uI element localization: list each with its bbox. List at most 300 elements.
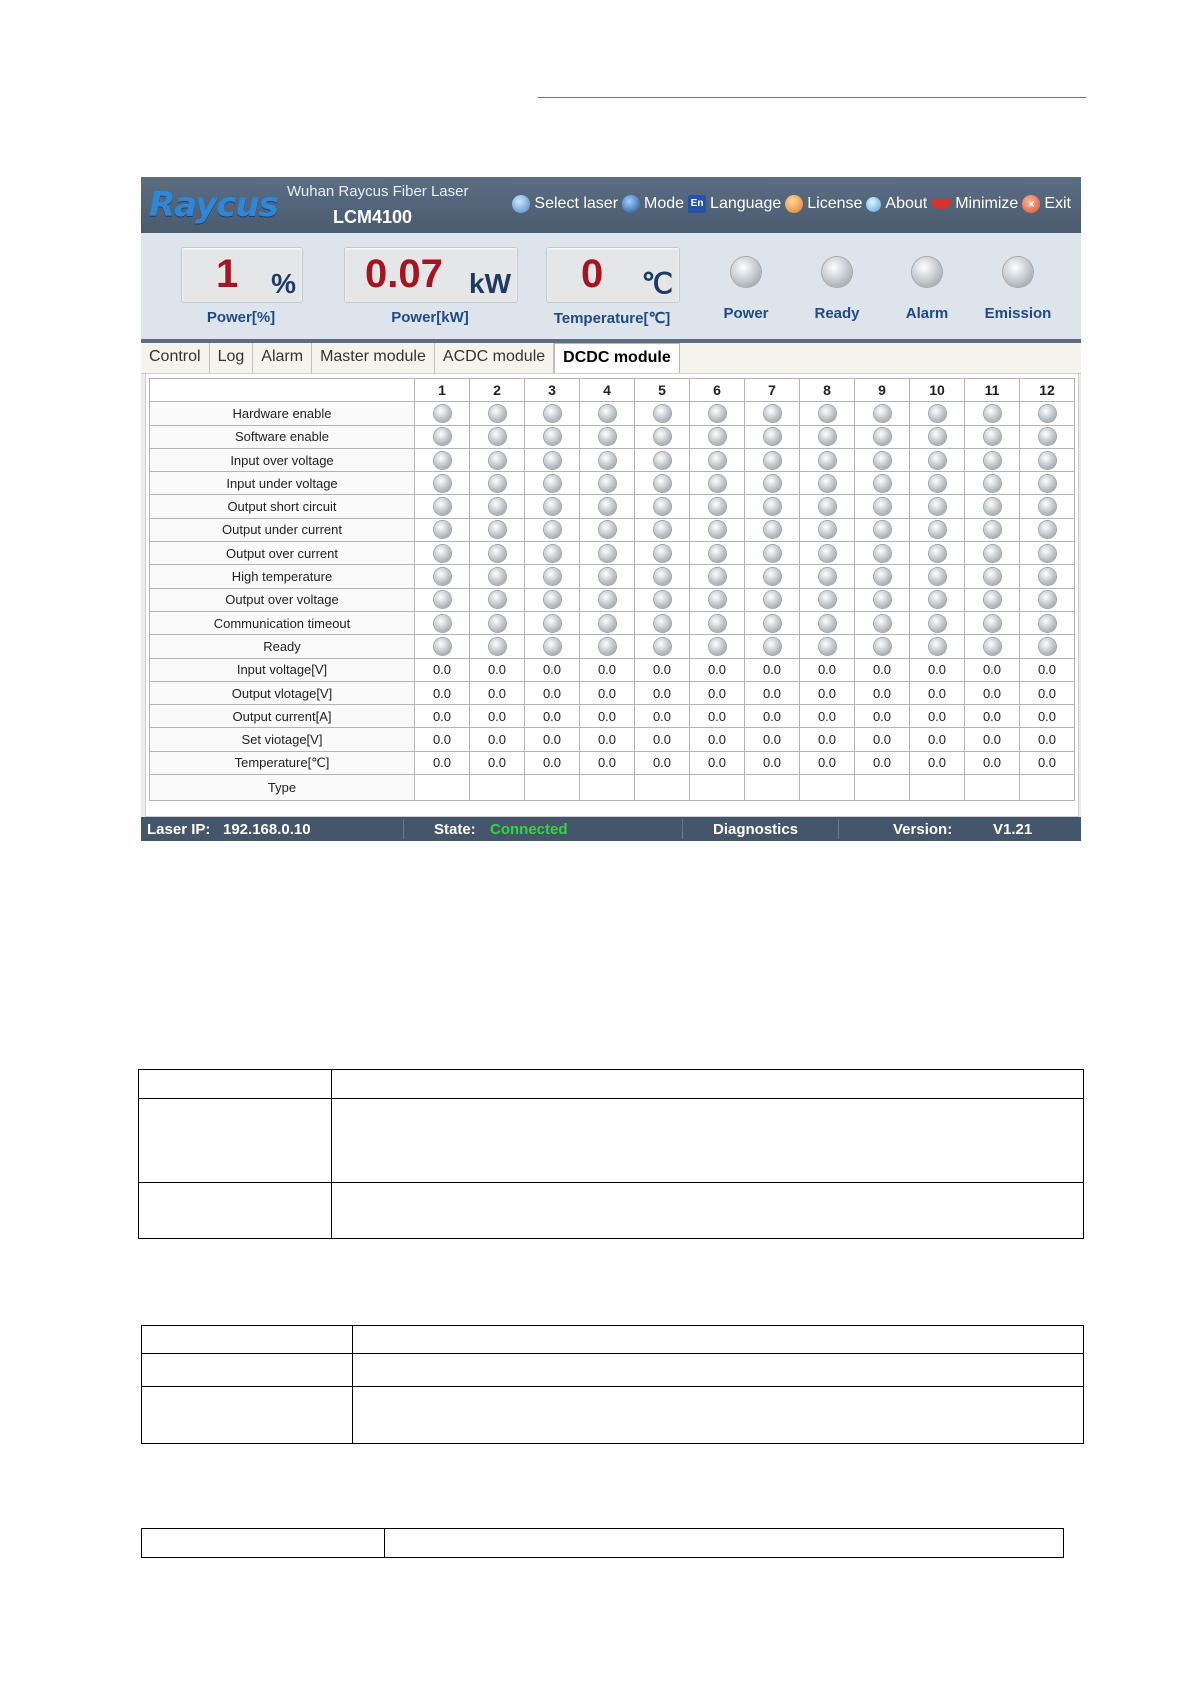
status-cell bbox=[690, 402, 745, 425]
status-cell bbox=[965, 542, 1020, 565]
status-cell bbox=[745, 448, 800, 471]
status-led-icon bbox=[819, 428, 836, 445]
status-cell bbox=[470, 542, 525, 565]
status-cell bbox=[910, 472, 965, 495]
status-cell bbox=[745, 472, 800, 495]
status-led-icon bbox=[599, 568, 616, 585]
status-cell bbox=[800, 448, 855, 471]
status-led-icon bbox=[434, 452, 451, 469]
status-led-icon bbox=[489, 545, 506, 562]
value-cell: 0.0 bbox=[690, 658, 745, 681]
status-led-icon bbox=[764, 498, 781, 515]
status-cell bbox=[580, 402, 635, 425]
type-cell bbox=[580, 775, 635, 801]
status-led-icon bbox=[929, 405, 946, 422]
status-led-icon bbox=[434, 498, 451, 515]
power-indicator-icon bbox=[731, 257, 761, 287]
table-divider bbox=[352, 1326, 353, 1443]
status-led-icon bbox=[544, 475, 561, 492]
status-led-icon bbox=[489, 498, 506, 515]
table-row bbox=[150, 495, 1075, 518]
status-cell bbox=[635, 425, 690, 448]
status-led-icon bbox=[654, 475, 671, 492]
type-cell bbox=[635, 775, 690, 801]
status-led-icon bbox=[764, 405, 781, 422]
status-cell bbox=[635, 448, 690, 471]
menu-minimize[interactable] bbox=[931, 195, 1018, 213]
power-percent-label: Power[%] bbox=[206, 309, 276, 326]
tab-control[interactable]: Control bbox=[141, 343, 210, 373]
status-led-icon bbox=[819, 521, 836, 538]
status-cell bbox=[745, 611, 800, 634]
row-label: Ready bbox=[150, 635, 415, 658]
status-led-icon bbox=[434, 405, 451, 422]
value-cell: 0.0 bbox=[635, 728, 690, 751]
version-label: Version: bbox=[893, 821, 953, 838]
status-cell bbox=[690, 611, 745, 634]
status-led-icon bbox=[984, 638, 1001, 655]
status-cell bbox=[635, 542, 690, 565]
status-cell bbox=[855, 472, 910, 495]
status-led-icon bbox=[654, 521, 671, 538]
value-cell: 0.0 bbox=[965, 705, 1020, 728]
module-column-header: 4 bbox=[580, 379, 635, 402]
row-label: Software enable bbox=[150, 425, 415, 448]
status-cell bbox=[745, 425, 800, 448]
table-divider bbox=[142, 1386, 1083, 1387]
value-cell: 0.0 bbox=[1020, 705, 1075, 728]
status-cell bbox=[1020, 425, 1075, 448]
menu-label: Mode bbox=[644, 195, 685, 212]
status-led-icon bbox=[544, 638, 561, 655]
status-led-icon bbox=[599, 615, 616, 632]
status-led-icon bbox=[764, 568, 781, 585]
status-cell bbox=[745, 542, 800, 565]
status-cell bbox=[580, 588, 635, 611]
tab-master-module[interactable]: Master module bbox=[312, 343, 435, 373]
status-cell bbox=[855, 565, 910, 588]
empty-table-1 bbox=[138, 1069, 1084, 1239]
table-row bbox=[150, 705, 1075, 728]
value-cell: 0.0 bbox=[910, 728, 965, 751]
status-led-icon bbox=[819, 638, 836, 655]
value-cell: 0.0 bbox=[415, 658, 470, 681]
table-row bbox=[150, 728, 1075, 751]
value-cell: 0.0 bbox=[855, 681, 910, 704]
status-cell bbox=[690, 518, 745, 541]
table-row bbox=[150, 635, 1075, 658]
row-label: Set viotage[V] bbox=[150, 728, 415, 751]
temperature-label: Temperature[℃] bbox=[553, 310, 671, 327]
value-cell: 0.0 bbox=[580, 728, 635, 751]
laser-ip-label: Laser IP: bbox=[147, 821, 211, 838]
status-cell bbox=[965, 425, 1020, 448]
value-cell: 0.0 bbox=[470, 728, 525, 751]
statusbar-divider bbox=[403, 819, 404, 839]
status-cell bbox=[855, 611, 910, 634]
status-led-icon bbox=[819, 591, 836, 608]
state-label: State: bbox=[434, 821, 476, 838]
status-led-icon bbox=[984, 521, 1001, 538]
row-label: Hardware enable bbox=[150, 402, 415, 425]
menu-license[interactable] bbox=[785, 195, 862, 213]
status-led-icon bbox=[1039, 405, 1056, 422]
menu-about[interactable] bbox=[866, 195, 927, 213]
status-led-icon bbox=[654, 428, 671, 445]
grid-header-row bbox=[150, 379, 1075, 402]
status-cell bbox=[580, 448, 635, 471]
status-cell bbox=[690, 425, 745, 448]
status-led-icon bbox=[489, 638, 506, 655]
status-cell bbox=[525, 472, 580, 495]
status-cell bbox=[470, 588, 525, 611]
tab-alarm[interactable]: Alarm bbox=[253, 343, 312, 373]
status-led-icon bbox=[874, 498, 891, 515]
status-cell bbox=[635, 588, 690, 611]
statusbar-divider bbox=[838, 819, 839, 839]
status-led-icon bbox=[984, 568, 1001, 585]
status-led-icon bbox=[434, 615, 451, 632]
value-cell: 0.0 bbox=[1020, 658, 1075, 681]
power-kw-label: Power[kW] bbox=[391, 309, 469, 326]
status-led-icon bbox=[654, 498, 671, 515]
value-cell: 0.0 bbox=[910, 705, 965, 728]
row-label: Input under voltage bbox=[150, 472, 415, 495]
status-led-icon bbox=[1039, 475, 1056, 492]
status-led-icon bbox=[929, 638, 946, 655]
value-cell: 0.0 bbox=[635, 681, 690, 704]
table-row bbox=[150, 681, 1075, 704]
value-cell: 0.0 bbox=[690, 728, 745, 751]
status-led-icon bbox=[1039, 428, 1056, 445]
status-led-icon bbox=[764, 638, 781, 655]
module-column-header: 12 bbox=[1020, 379, 1075, 402]
status-led-icon bbox=[544, 452, 561, 469]
status-cell bbox=[910, 565, 965, 588]
row-label: Input voltage[V] bbox=[150, 658, 415, 681]
status-cell bbox=[415, 402, 470, 425]
row-label: High temperature bbox=[150, 565, 415, 588]
status-cell bbox=[1020, 495, 1075, 518]
module-column-header: 5 bbox=[635, 379, 690, 402]
status-cell bbox=[690, 542, 745, 565]
grid-corner-cell bbox=[150, 379, 415, 402]
status-cell bbox=[910, 611, 965, 634]
module-column-header: 11 bbox=[965, 379, 1020, 402]
table-divider bbox=[142, 1353, 1083, 1354]
value-cell: 0.0 bbox=[910, 751, 965, 774]
status-led-icon bbox=[489, 521, 506, 538]
state-value: Connected bbox=[490, 821, 568, 838]
value-cell: 0.0 bbox=[690, 705, 745, 728]
header-rule bbox=[538, 97, 1086, 98]
status-cell bbox=[470, 425, 525, 448]
license-icon bbox=[785, 195, 803, 213]
status-led-icon bbox=[544, 568, 561, 585]
status-cell bbox=[910, 518, 965, 541]
status-cell bbox=[690, 565, 745, 588]
status-cell bbox=[470, 565, 525, 588]
status-cell bbox=[800, 402, 855, 425]
status-led-icon bbox=[984, 452, 1001, 469]
table-row bbox=[150, 565, 1075, 588]
status-led-icon bbox=[874, 638, 891, 655]
status-cell bbox=[1020, 518, 1075, 541]
tab-acdc-module[interactable]: ACDC module bbox=[435, 343, 554, 373]
status-led-icon bbox=[819, 475, 836, 492]
status-cell bbox=[690, 448, 745, 471]
status-cell bbox=[910, 448, 965, 471]
status-led-icon bbox=[544, 498, 561, 515]
status-cell bbox=[470, 472, 525, 495]
empty-table-2 bbox=[141, 1325, 1084, 1444]
menu-exit[interactable] bbox=[1022, 195, 1071, 213]
status-led-icon bbox=[984, 475, 1001, 492]
table-row bbox=[150, 402, 1075, 425]
value-cell: 0.0 bbox=[1020, 751, 1075, 774]
status-cell bbox=[855, 635, 910, 658]
type-cell bbox=[965, 775, 1020, 801]
status-led-icon bbox=[599, 638, 616, 655]
status-led-icon bbox=[1039, 638, 1056, 655]
laser-ip-value: 192.168.0.10 bbox=[223, 821, 311, 838]
type-cell bbox=[745, 775, 800, 801]
diagnostics-link[interactable]: Diagnostics bbox=[713, 821, 799, 838]
status-led-icon bbox=[984, 615, 1001, 632]
power-kw-unit: kW bbox=[469, 268, 511, 299]
status-led-icon bbox=[489, 615, 506, 632]
status-cell bbox=[1020, 472, 1075, 495]
power-percent-value: 1 bbox=[216, 252, 239, 296]
status-panel bbox=[141, 233, 1081, 343]
status-cell bbox=[910, 425, 965, 448]
module-column-header: 2 bbox=[470, 379, 525, 402]
status-cell bbox=[580, 425, 635, 448]
status-led-icon bbox=[544, 428, 561, 445]
status-cell bbox=[470, 448, 525, 471]
status-led-icon bbox=[709, 615, 726, 632]
table-divider bbox=[331, 1070, 332, 1238]
mode-icon bbox=[622, 195, 640, 213]
status-cell bbox=[1020, 611, 1075, 634]
temperature-unit: ℃ bbox=[641, 268, 673, 299]
table-divider bbox=[139, 1182, 1083, 1183]
status-led-icon bbox=[1039, 591, 1056, 608]
status-cell bbox=[580, 495, 635, 518]
status-led-icon bbox=[544, 405, 561, 422]
status-cell bbox=[690, 495, 745, 518]
value-cell: 0.0 bbox=[470, 751, 525, 774]
status-led-icon bbox=[709, 591, 726, 608]
status-cell bbox=[800, 565, 855, 588]
table-divider bbox=[139, 1098, 1083, 1099]
status-led-icon bbox=[929, 545, 946, 562]
status-cell bbox=[1020, 448, 1075, 471]
status-cell bbox=[525, 425, 580, 448]
status-cell bbox=[580, 611, 635, 634]
status-led-icon bbox=[709, 475, 726, 492]
value-cell: 0.0 bbox=[525, 751, 580, 774]
status-cell bbox=[965, 565, 1020, 588]
ready-indicator-icon bbox=[822, 257, 852, 287]
status-cell bbox=[855, 518, 910, 541]
menu-select-laser[interactable] bbox=[512, 195, 618, 213]
status-cell bbox=[800, 635, 855, 658]
status-led-icon bbox=[1039, 498, 1056, 515]
status-cell bbox=[745, 588, 800, 611]
status-cell bbox=[910, 635, 965, 658]
status-cell bbox=[745, 635, 800, 658]
status-led-icon bbox=[434, 428, 451, 445]
value-cell: 0.0 bbox=[800, 658, 855, 681]
status-led-icon bbox=[929, 475, 946, 492]
status-led-icon bbox=[599, 428, 616, 445]
row-label: Output short circuit bbox=[150, 495, 415, 518]
status-led-icon bbox=[599, 498, 616, 515]
menu-label: Exit bbox=[1044, 195, 1071, 212]
value-cell: 0.0 bbox=[470, 705, 525, 728]
status-led-icon bbox=[874, 568, 891, 585]
status-cell bbox=[580, 635, 635, 658]
module-column-header: 3 bbox=[525, 379, 580, 402]
status-cell bbox=[415, 518, 470, 541]
tab-dcdc-module[interactable]: DCDC module bbox=[554, 343, 680, 374]
status-cell bbox=[965, 635, 1020, 658]
status-cell bbox=[525, 611, 580, 634]
table-row bbox=[150, 448, 1075, 471]
status-cell bbox=[415, 542, 470, 565]
status-led-icon bbox=[654, 452, 671, 469]
status-led-icon bbox=[874, 615, 891, 632]
status-cell bbox=[415, 472, 470, 495]
status-cell bbox=[745, 565, 800, 588]
status-led-icon bbox=[819, 568, 836, 585]
value-cell: 0.0 bbox=[470, 681, 525, 704]
status-led-icon bbox=[929, 615, 946, 632]
status-cell bbox=[525, 565, 580, 588]
value-cell: 0.0 bbox=[745, 658, 800, 681]
status-cell bbox=[470, 611, 525, 634]
row-label: Output under current bbox=[150, 518, 415, 541]
value-cell: 0.0 bbox=[635, 705, 690, 728]
type-cell bbox=[690, 775, 745, 801]
status-cell bbox=[635, 635, 690, 658]
status-cell bbox=[910, 402, 965, 425]
status-led-icon bbox=[929, 568, 946, 585]
status-led-icon bbox=[929, 498, 946, 515]
alarm-indicator-icon bbox=[912, 257, 942, 287]
status-led-icon bbox=[874, 521, 891, 538]
status-cell bbox=[525, 542, 580, 565]
power-percent-readout bbox=[181, 247, 303, 303]
status-cell bbox=[800, 495, 855, 518]
status-led-icon bbox=[489, 428, 506, 445]
value-cell: 0.0 bbox=[800, 751, 855, 774]
status-cell bbox=[965, 472, 1020, 495]
dcdc-status-table bbox=[149, 378, 1075, 801]
status-cell bbox=[910, 588, 965, 611]
status-led-icon bbox=[1039, 452, 1056, 469]
status-cell bbox=[415, 611, 470, 634]
type-cell bbox=[910, 775, 965, 801]
status-led-icon bbox=[434, 521, 451, 538]
status-cell bbox=[800, 588, 855, 611]
value-cell: 0.0 bbox=[690, 681, 745, 704]
top-menu bbox=[512, 195, 1071, 213]
menu-language[interactable] bbox=[688, 195, 781, 213]
value-cell: 0.0 bbox=[1020, 681, 1075, 704]
status-cell bbox=[635, 402, 690, 425]
table-row bbox=[150, 775, 1075, 801]
status-cell bbox=[965, 448, 1020, 471]
status-cell bbox=[525, 518, 580, 541]
status-led-icon bbox=[544, 591, 561, 608]
version-value: V1.21 bbox=[993, 821, 1033, 838]
status-led-icon bbox=[599, 475, 616, 492]
menu-mode[interactable] bbox=[622, 195, 684, 213]
value-cell: 0.0 bbox=[690, 751, 745, 774]
power-indicator-label: Power bbox=[723, 305, 769, 322]
status-cell bbox=[965, 402, 1020, 425]
status-led-icon bbox=[654, 568, 671, 585]
value-cell: 0.0 bbox=[745, 728, 800, 751]
tab-log[interactable]: Log bbox=[210, 343, 254, 373]
value-cell: 0.0 bbox=[745, 705, 800, 728]
status-led-icon bbox=[764, 615, 781, 632]
status-led-icon bbox=[489, 591, 506, 608]
select-laser-icon bbox=[512, 195, 530, 213]
type-cell bbox=[800, 775, 855, 801]
value-cell: 0.0 bbox=[525, 705, 580, 728]
status-led-icon bbox=[489, 405, 506, 422]
status-cell bbox=[1020, 565, 1075, 588]
status-cell bbox=[855, 425, 910, 448]
row-label: Communication timeout bbox=[150, 611, 415, 634]
status-led-icon bbox=[544, 615, 561, 632]
module-column-header: 7 bbox=[745, 379, 800, 402]
raycus-logo: Raycus bbox=[149, 185, 278, 225]
value-cell: 0.0 bbox=[415, 751, 470, 774]
status-led-icon bbox=[709, 521, 726, 538]
status-led-icon bbox=[489, 568, 506, 585]
module-column-header: 1 bbox=[415, 379, 470, 402]
status-led-icon bbox=[874, 475, 891, 492]
status-cell bbox=[470, 495, 525, 518]
status-led-icon bbox=[654, 638, 671, 655]
row-label: Temperature[℃] bbox=[150, 751, 415, 774]
value-cell: 0.0 bbox=[415, 728, 470, 751]
value-cell: 0.0 bbox=[470, 658, 525, 681]
table-row bbox=[150, 611, 1075, 634]
status-cell bbox=[855, 542, 910, 565]
table-row bbox=[150, 472, 1075, 495]
status-led-icon bbox=[764, 428, 781, 445]
status-cell bbox=[635, 472, 690, 495]
status-cell bbox=[690, 588, 745, 611]
status-led-icon bbox=[544, 545, 561, 562]
status-led-icon bbox=[929, 591, 946, 608]
table-divider bbox=[384, 1529, 385, 1557]
language-icon: En bbox=[688, 195, 706, 213]
value-cell: 0.0 bbox=[965, 751, 1020, 774]
status-led-icon bbox=[984, 545, 1001, 562]
status-cell bbox=[415, 565, 470, 588]
value-cell: 0.0 bbox=[580, 658, 635, 681]
status-led-icon bbox=[819, 615, 836, 632]
status-cell bbox=[1020, 542, 1075, 565]
status-cell bbox=[525, 448, 580, 471]
status-cell bbox=[910, 542, 965, 565]
